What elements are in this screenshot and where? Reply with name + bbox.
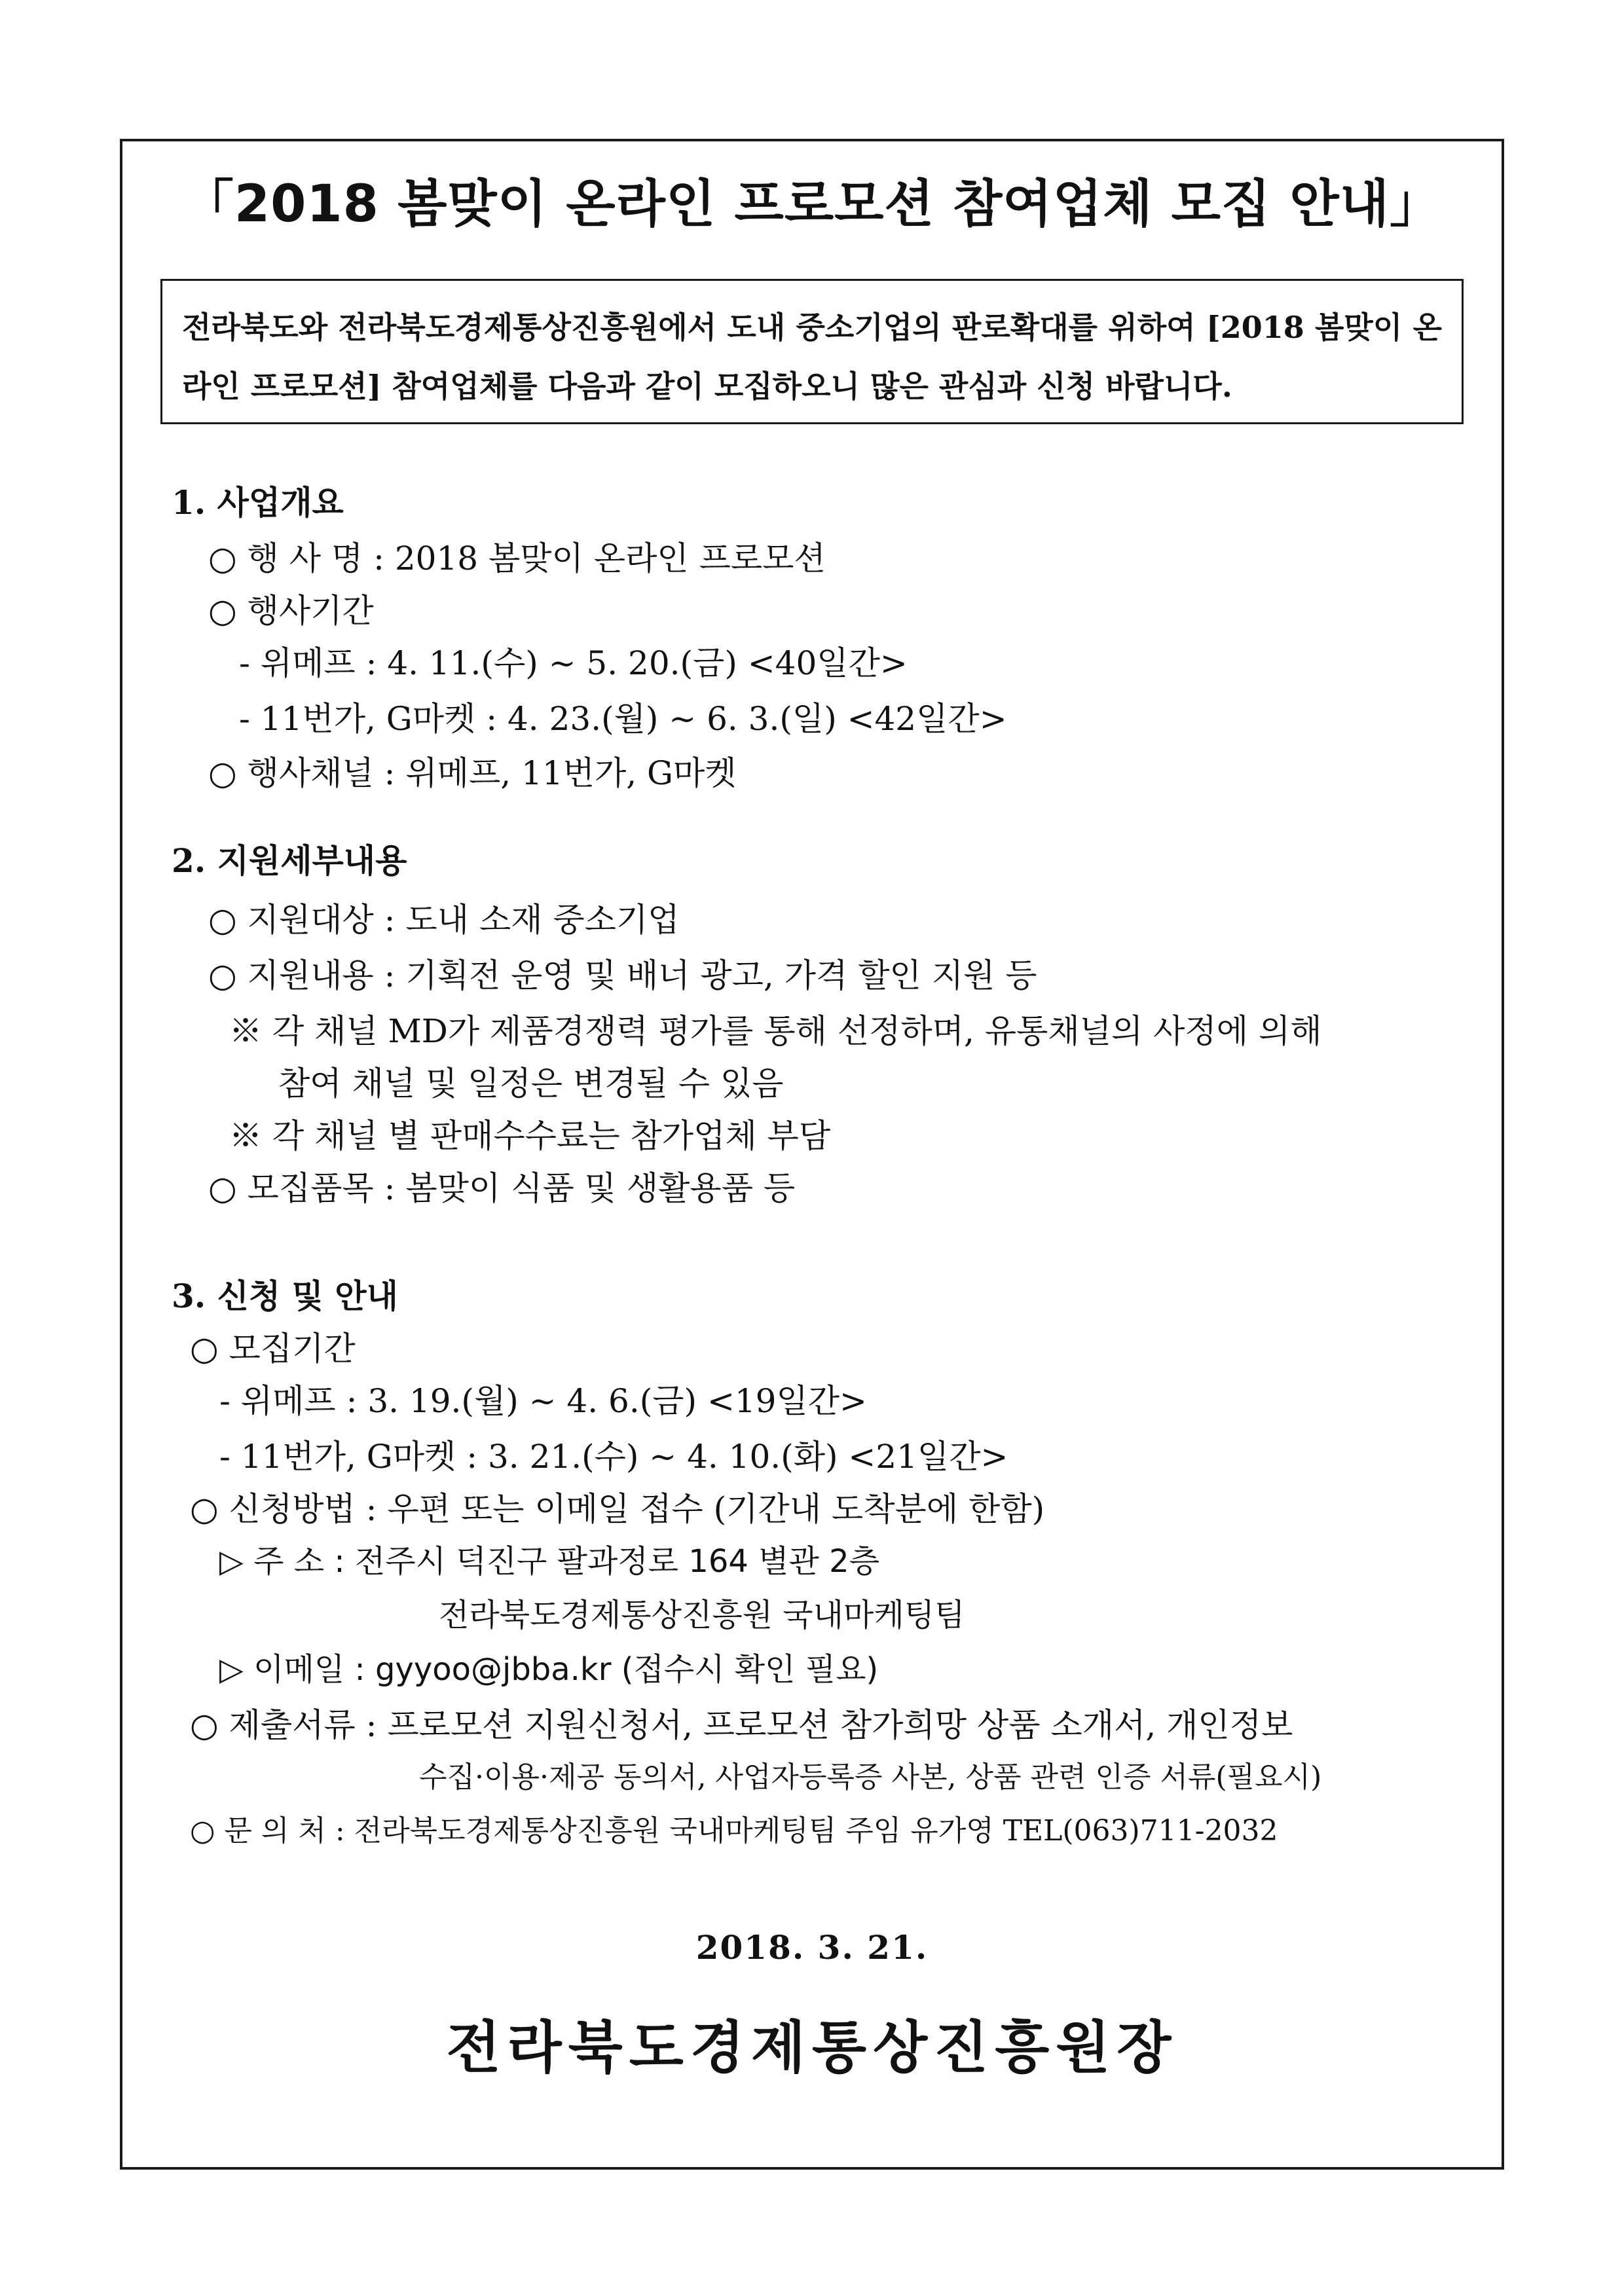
section-2-line-3: ※ 각 채널 MD가 제품경쟁력 평가를 통해 선정하며, 유통채널의 사정에 의해 (229, 1012, 1322, 1050)
section-2-line-1: ○ 지원대상 : 도내 소재 중소기업 (208, 901, 680, 939)
document-title: 「2018 봄맞이 온라인 프로모션 참여업체 모집 안내」 (182, 175, 1442, 234)
section-3-line-9: 수집·이용·제공 동의서, 사업자등록증 사본, 상품 관련 인증 서류(필요시) (419, 1760, 1322, 1794)
section-2-heading: 2. 지원세부내용 (172, 841, 407, 880)
section-1-line-2: ○ 행사기간 (208, 592, 374, 630)
intro-box: 전라북도와 전라북도경제통상진흥원에서 도내 중소기업의 판로확대를 위하여 [2018 봄맞이 온라인 프로모션] 참여업체를 다음과 같이 모집하오니 많은 관심과 신청 바랍니다. (160, 279, 1464, 424)
section-3-contact: ○ 문 의 처 : 전라북도경제통상진흥원 국내마케팅팀 주임 유가영 TEL(063)711-2032 (190, 1814, 1278, 1848)
section-3-line-3: - 11번가, G마켓 : 3. 21.(수) ~ 4. 10.(화) <21일간> (219, 1438, 1008, 1476)
issue-date: 2018. 3. 21. (695, 1928, 929, 1967)
section-1-line-4: - 11번가, G마켓 : 4. 23.(월) ~ 6. 3.(일) <42일간> (239, 700, 1007, 738)
issuer-name: 전라북도경제통상진흥원장 (446, 2014, 1178, 2081)
section-3-line-1: ○ 모집기간 (190, 1330, 356, 1368)
section-3-heading: 3. 신청 및 안내 (172, 1277, 398, 1315)
section-3-address-line-2: 전라북도경제통상진흥원 국내마케팅팀 (439, 1597, 965, 1633)
section-2-line-2: ○ 지원내용 : 기획전 운영 및 배너 광고, 가격 할인 지원 등 (208, 957, 1037, 994)
section-1-line-5: ○ 행사채널 : 위메프, 11번가, G마켓 (208, 754, 737, 792)
section-3-email: ▷ 이메일 : gyyoo@jbba.kr (접수시 확인 필요) (219, 1651, 879, 1688)
section-1-line-3: - 위메프 : 4. 11.(수) ~ 5. 20.(금) <40일간> (239, 644, 908, 682)
section-3-line-2: - 위메프 : 3. 19.(월) ~ 4. 6.(금) <19일간> (219, 1382, 867, 1420)
section-2-line-5: ※ 각 채널 별 판매수수료는 참가업체 부담 (229, 1117, 831, 1155)
section-1-line-1: ○ 행 사 명 : 2018 봄맞이 온라인 프로모션 (208, 539, 826, 577)
section-1-heading: 1. 사업개요 (172, 483, 344, 522)
section-3-line-8: ○ 제출서류 : 프로모션 지원신청서, 프로모션 참가희망 상품 소개서, 개인정보 (190, 1706, 1293, 1744)
section-3-line-4: ○ 신청방법 : 우편 또는 이메일 접수 (기간내 도착분에 한함) (190, 1490, 1045, 1528)
section-3-address: ▷ 주 소 : 전주시 덕진구 팔과정로 164 별관 2층 (219, 1543, 880, 1580)
section-2-line-6: ○ 모집품목 : 봄맞이 식품 및 생활용품 등 (208, 1169, 796, 1207)
section-2-line-4: 참여 채널 및 일정은 변경될 수 있음 (278, 1065, 784, 1102)
